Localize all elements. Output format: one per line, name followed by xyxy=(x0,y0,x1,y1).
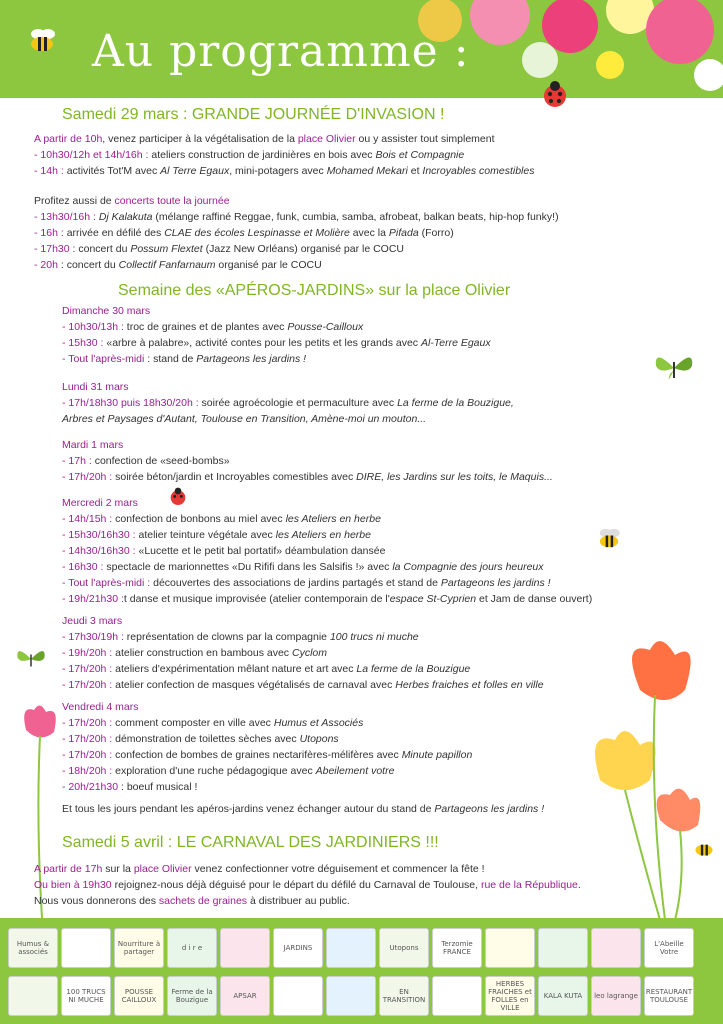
section-heading-invasion: Samedi 29 mars : GRANDE JOURNÉE D'INVASION ! xyxy=(62,106,445,123)
partner-logo: Terzomie FRANCE xyxy=(432,928,482,968)
partner-logo: d i r e xyxy=(167,928,217,968)
program-line-segment: Nous vous donnerons des xyxy=(34,895,159,907)
program-line-segment: la Compagnie des jours heureux xyxy=(392,561,544,573)
program-line-segment: comment composter en ville avec xyxy=(112,717,274,729)
program-line-segment: Mardi 1 mars xyxy=(62,439,124,451)
program-line xyxy=(62,780,197,795)
program-line xyxy=(34,878,581,893)
program-line-segment: Abeilement votre xyxy=(315,765,395,777)
program-line-segment: - 14h/15h : xyxy=(62,513,113,525)
program-line-segment: soirée béton/jardin et Incroyables comestibles avec xyxy=(112,471,357,483)
program-line-segment: troc de graines et de plantes avec xyxy=(123,321,288,333)
program-line-segment: confection de bombes de graines nectarifères-mélifères avec xyxy=(112,749,402,761)
program-line xyxy=(62,646,327,661)
program-line-segment: «arbre à palabre», activité contes pour les petits et les grands avec xyxy=(103,337,421,349)
program-line xyxy=(62,496,138,511)
program-line-segment: La ferme de la Bouzigue xyxy=(356,663,471,675)
program-line xyxy=(34,210,559,225)
program-line xyxy=(62,592,592,607)
partner-logo xyxy=(591,928,641,968)
program-line xyxy=(62,336,491,351)
program-line-segment: organisé par le COCU xyxy=(215,259,322,271)
butterfly-icon xyxy=(14,644,48,674)
partner-logo: Nourriture à partager xyxy=(114,928,164,968)
program-line-segment: , mini-potagers avec xyxy=(229,165,327,177)
program-line xyxy=(62,560,544,575)
program-line xyxy=(34,148,464,163)
program-line xyxy=(62,396,514,411)
program-line-segment: - 14h : xyxy=(34,165,64,177)
header-banner xyxy=(0,0,723,98)
program-line xyxy=(34,226,454,241)
partner-logo: Utopons xyxy=(379,928,429,968)
program-line-segment: Profitez aussi de xyxy=(34,195,115,207)
program-line xyxy=(62,576,551,591)
program-line-segment: . xyxy=(577,879,581,891)
ladybug-icon xyxy=(168,486,188,508)
program-line-segment: - 20h xyxy=(34,259,58,271)
partner-logo xyxy=(538,928,588,968)
program-line-segment: atelier teinture végétale avec xyxy=(135,529,276,541)
ladybug-icon xyxy=(540,80,570,110)
program-line-segment: Minute papillon xyxy=(401,749,473,761)
program-line xyxy=(62,748,472,763)
program-line xyxy=(62,528,371,543)
program-line-segment: - 10h30/13h : xyxy=(62,321,124,333)
program-line-segment: A partir de 10h xyxy=(34,133,103,145)
partner-logo: POUSSE CAILLOUX xyxy=(114,976,164,1016)
partner-logo: APSAR xyxy=(220,976,270,1016)
program-line-segment: et xyxy=(407,165,423,177)
program-line-segment: DIRE, les Jardins sur les toits, le Maquis... xyxy=(356,471,553,483)
program-line-segment: Possum Flextet xyxy=(130,243,203,255)
program-line-segment: «Lucette et le petit bal portatif» déambulation dansée xyxy=(135,545,386,557)
program-line xyxy=(34,164,534,179)
program-line-segment: CLAE des écoles Lespinasse et Molière xyxy=(164,227,350,239)
program-line-segment: - 17h/20h : xyxy=(62,471,113,483)
page-title: Au programme : xyxy=(92,26,470,77)
bee-icon xyxy=(594,526,624,550)
program-line-segment: espace St-Cyprien xyxy=(389,593,477,605)
program-line xyxy=(62,320,363,335)
partner-logo xyxy=(326,928,376,968)
program-line-segment: confection de bonbons au miel avec xyxy=(112,513,286,525)
program-line-segment: Vendredi 4 mars xyxy=(62,701,139,713)
program-line-segment: soirée agroécologie et permaculture avec xyxy=(198,397,398,409)
program-line-segment: Mercredi 2 mars xyxy=(62,497,138,509)
program-line-segment: confection de «seed-bombs» xyxy=(91,455,230,467)
program-line-segment: Pifada xyxy=(388,227,419,239)
program-line-segment: sachets de graines xyxy=(158,895,248,907)
program-line-segment: - 10h30/12h et 14h/16h : xyxy=(34,149,149,161)
program-line-segment: Partageons les jardins ! xyxy=(440,577,551,589)
program-line-segment: : stand de xyxy=(144,353,197,365)
program-line-segment: - 15h30 : xyxy=(62,337,104,349)
partner-logos-footer xyxy=(0,918,723,1024)
program-line-segment: A partir de 17h xyxy=(34,863,103,875)
program-line-segment: : concert du xyxy=(69,243,131,255)
program-line-segment: - 17h/20h : xyxy=(62,733,113,745)
program-line-segment: ateliers construction de jardinières en bois avec xyxy=(148,149,376,161)
program-line-segment: - 20h/21h30 xyxy=(62,781,119,793)
program-line-segment: Bois et Compagnie xyxy=(375,149,465,161)
program-line-segment: Ou bien à 19h30 xyxy=(34,879,112,891)
program-line xyxy=(62,544,385,559)
program-line-segment: - 13h30/16h : xyxy=(34,211,96,223)
program-line-segment: - 14h30/16h30 : xyxy=(62,545,136,557)
program-line xyxy=(34,862,485,877)
program-line-segment: (Forro) xyxy=(418,227,454,239)
program-line-segment: Partageons les jardins ! xyxy=(434,803,545,815)
program-line-segment: activités Tot'M avec xyxy=(63,165,161,177)
partner-logo: leo lagrange xyxy=(591,976,641,1016)
program-line-segment: Collectif Fanfarnaum xyxy=(118,259,216,271)
program-line-segment: sur la xyxy=(102,863,134,875)
program-line-segment: ou y assister tout simplement xyxy=(355,133,495,145)
program-line-segment: - 17h/20h : xyxy=(62,679,113,691)
program-line-segment: - 16h : xyxy=(34,227,64,239)
program-line-segment: - 17h30 xyxy=(34,243,70,255)
program-line xyxy=(62,732,339,747)
program-line-segment: Utopons xyxy=(299,733,339,745)
program-line-segment: place Olivier xyxy=(297,133,356,145)
tulip-flowers-icon xyxy=(577,630,723,920)
program-line xyxy=(62,438,123,453)
program-line xyxy=(34,194,230,209)
bee-icon xyxy=(24,26,60,54)
program-line-segment: , venez participer à la végétalisation de la xyxy=(102,133,298,145)
program-line-segment: : concert du xyxy=(57,259,119,271)
program-line-segment: : boeuf musical ! xyxy=(118,781,198,793)
program-line-segment: exploration d'une ruche pédagogique avec xyxy=(112,765,316,777)
program-line-segment: Herbes fraiches et folles en ville xyxy=(395,679,544,691)
program-line xyxy=(62,512,381,527)
program-line-segment: - 19h/21h30 : xyxy=(62,593,124,605)
partner-logo: EN TRANSITION xyxy=(379,976,429,1016)
program-line-segment: représentation de clowns par la compagnie xyxy=(123,631,330,643)
program-line-segment: venez confectionner votre déguisement et commencer la fête ! xyxy=(191,863,485,875)
program-line-segment: arrivée en défilé des xyxy=(63,227,165,239)
program-line xyxy=(62,412,426,427)
program-line-segment: - 17h/20h : xyxy=(62,717,113,729)
program-line-segment: - Tout l'après-midi : xyxy=(62,577,151,589)
program-line xyxy=(62,678,544,693)
program-line-segment: les Ateliers en herbe xyxy=(275,529,371,541)
program-line-segment: - 17h/20h : xyxy=(62,663,113,675)
program-line-segment: Dimanche 30 mars xyxy=(62,305,151,317)
partner-logo: L'Abeille Votre xyxy=(644,928,694,968)
partner-logo: HERBES FRAICHES et FOLLES en VILLE xyxy=(485,976,535,1016)
partner-logo xyxy=(432,976,482,1016)
program-line-segment: ateliers d'expérimentation mêlant nature et art avec xyxy=(112,663,357,675)
program-line-segment: - 17h : xyxy=(62,455,92,467)
partner-logo xyxy=(8,976,58,1016)
program-line-segment: Et tous les jours pendant les apéros-jardins venez échanger autour du stand de xyxy=(62,803,435,815)
program-line xyxy=(62,380,129,395)
program-line xyxy=(34,258,322,273)
program-line-segment: - 17h/20h : xyxy=(62,749,113,761)
program-line-segment: rue de la République xyxy=(480,879,578,891)
program-line-segment: Incroyables comestibles xyxy=(422,165,535,177)
section-heading-aperos: Semaine des «APÉROS-JARDINS» sur la place Olivier xyxy=(118,282,511,299)
program-line-segment: démonstration de toilettes sèches avec xyxy=(112,733,300,745)
program-line-segment: spectacle de marionnettes «Du Rififi dans les Salsifis !» avec xyxy=(103,561,393,573)
program-line-segment: (Jazz New Orléans) organisé par le COCU xyxy=(202,243,405,255)
program-line-segment: t danse et musique improvisée (atelier contemporain de l' xyxy=(123,593,390,605)
program-line-segment: - 16h30 : xyxy=(62,561,104,573)
program-line-segment: à distribuer au public. xyxy=(247,895,350,907)
program-line xyxy=(62,352,306,367)
program-line xyxy=(62,470,553,485)
program-line xyxy=(62,304,150,319)
program-line-segment: (mélange raffiné Reggae, funk, cumbia, samba, afrobeat, balkan beats, hip-hop funky!) xyxy=(152,211,559,223)
program-line xyxy=(62,454,230,469)
program-line-segment: - Tout l'après-midi xyxy=(62,353,145,365)
program-line xyxy=(62,614,122,629)
partner-logo: 100 TRUCS NI MUCHE xyxy=(61,976,111,1016)
program-line-segment: Jeudi 3 mars xyxy=(62,615,123,627)
program-line-segment: Humus et Associés xyxy=(273,717,364,729)
program-line xyxy=(34,894,350,909)
program-line-segment: atelier confection de masques végétalisés de carnaval avec xyxy=(112,679,396,691)
program-line-segment: Mohamed Mekari xyxy=(326,165,408,177)
program-line xyxy=(62,764,394,779)
partner-logo: Ferme de la Bouzigue xyxy=(167,976,217,1016)
program-line-segment: et Jam de danse ouvert) xyxy=(476,593,593,605)
program-line-segment: - 17h/18h30 puis 18h30/20h : xyxy=(62,397,199,409)
program-line-segment: avec la xyxy=(349,227,389,239)
program-line-segment: Partageons les jardins ! xyxy=(196,353,307,365)
program-line-segment: 100 trucs ni muche xyxy=(329,631,419,643)
partner-logo xyxy=(485,928,535,968)
program-line xyxy=(62,700,138,715)
program-line xyxy=(62,662,470,677)
program-line-segment: - 18h/20h : xyxy=(62,765,113,777)
program-line xyxy=(62,716,363,731)
butterfly-icon xyxy=(652,348,696,388)
program-line-segment: découvertes des associations de jardins partagés et stand de xyxy=(150,577,441,589)
program-line-segment: concerts toute la journée xyxy=(114,195,230,207)
program-line-segment: Al-Terre Egaux xyxy=(420,337,491,349)
section-heading-carnaval: Samedi 5 avril : LE CARNAVAL DES JARDINIERS !!! xyxy=(62,834,439,851)
program-line-segment: les Ateliers en herbe xyxy=(285,513,381,525)
partner-logo xyxy=(61,928,111,968)
program-line-segment: - 17h30/19h : xyxy=(62,631,124,643)
partner-logo xyxy=(220,928,270,968)
program-line xyxy=(34,242,404,257)
partner-logo: KALA KUTA xyxy=(538,976,588,1016)
partner-logo xyxy=(273,976,323,1016)
program-line-segment: atelier construction en bambous avec xyxy=(112,647,292,659)
program-line-segment: Al Terre Egaux xyxy=(160,165,230,177)
program-line-segment: La ferme de la Bouzigue, xyxy=(397,397,514,409)
program-line-segment: Lundi 31 mars xyxy=(62,381,129,393)
partner-logo: JARDINS xyxy=(273,928,323,968)
program-line-segment: Dj Kalakuta xyxy=(98,211,153,223)
program-line-segment: rejoignez-nous déjà déguisé pour le départ du défilé du Carnaval de Toulouse, xyxy=(111,879,481,891)
program-line-segment: Pousse-Cailloux xyxy=(287,321,364,333)
program-line-segment: place Olivier xyxy=(133,863,192,875)
program-line xyxy=(34,132,495,147)
program-line xyxy=(62,630,419,645)
program-line-segment: - 15h30/16h30 : xyxy=(62,529,136,541)
partner-logo xyxy=(326,976,376,1016)
program-line-segment: - 19h/20h : xyxy=(62,647,113,659)
partner-logo: RESTAURANT TOULOUSE xyxy=(644,976,694,1016)
program-line-segment: Cyclom xyxy=(291,647,327,659)
partner-logo: Humus & associés xyxy=(8,928,58,968)
program-line xyxy=(62,802,544,817)
program-line-segment: Arbres et Paysages d'Autant, Toulouse en Transition, Amène-moi un mouton... xyxy=(62,413,427,425)
